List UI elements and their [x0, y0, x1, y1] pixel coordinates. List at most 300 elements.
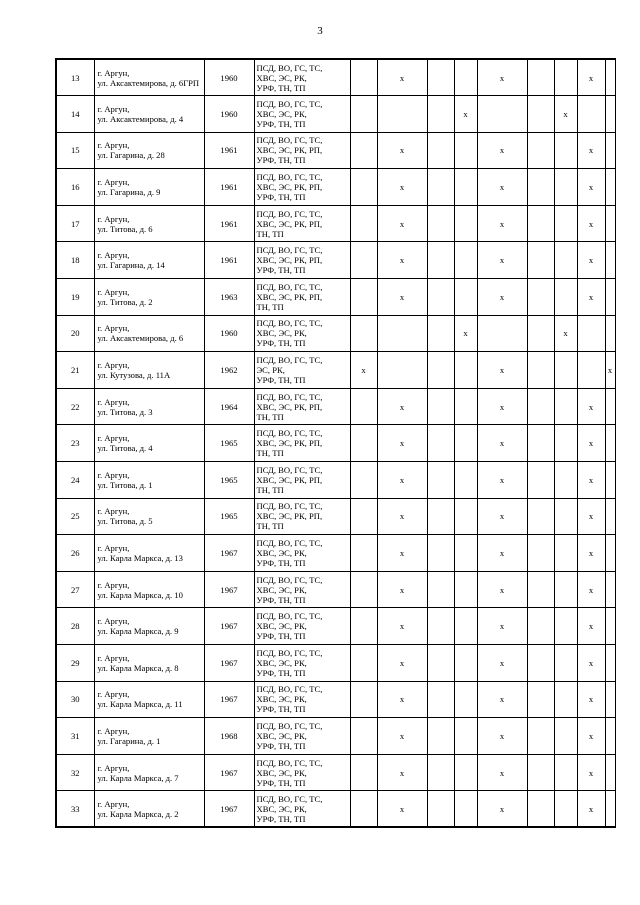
mark-cell: [350, 169, 377, 206]
services-cell: ПСД, ВО, ГС, ТС, ХВС, ЭС, РК, РП, УРФ, ТН, ТП: [254, 169, 350, 206]
mark-cell: x: [350, 352, 377, 389]
mark-cell: [605, 608, 615, 645]
address-street: ул. Карла Маркса, д. 10: [97, 589, 183, 600]
mark-cell: [350, 571, 377, 608]
year-cell: 1961: [204, 205, 254, 242]
mark-cell: x: [477, 608, 527, 645]
address-city: г. Аргун,: [97, 360, 130, 371]
mark-cell: [454, 754, 477, 791]
address-street: ул. Титова, д. 5: [97, 516, 153, 527]
mark-cell: [427, 132, 454, 169]
mark-cell: [350, 645, 377, 682]
mark-cell: x: [577, 681, 605, 718]
services-cell: ПСД, ВО, ГС, ТС, ХВС, ЭС, РК, РП, ТН, ТП: [254, 205, 350, 242]
year-cell: 1967: [204, 608, 254, 645]
mark-cell: [350, 498, 377, 535]
mark-cell: [527, 718, 554, 755]
mark-cell: [350, 425, 377, 462]
mark-cell: [554, 608, 577, 645]
row-number: 13: [56, 59, 94, 96]
mark-cell: [454, 645, 477, 682]
table-row: [56, 754, 615, 791]
mark-cell: [454, 388, 477, 425]
table-row: [56, 315, 615, 352]
address-city: г. Аргун,: [97, 469, 130, 480]
mark-cell: [350, 608, 377, 645]
mark-cell: [554, 169, 577, 206]
mark-cell: [527, 498, 554, 535]
address-city: г. Аргун,: [97, 140, 130, 151]
mark-cell: [605, 315, 615, 352]
table-row: [56, 425, 615, 462]
mark-cell: x: [377, 59, 427, 96]
address-street: ул. Титова, д. 4: [97, 443, 153, 454]
mark-cell: x: [477, 681, 527, 718]
row-number: 21: [56, 352, 94, 389]
mark-cell: x: [577, 791, 605, 828]
address-street: ул. Аксактемирова, д. 6ГРП: [97, 77, 200, 88]
address-city: г. Аргун,: [97, 543, 130, 554]
mark-cell: x: [577, 132, 605, 169]
table-row: [56, 279, 615, 316]
mark-cell: x: [477, 754, 527, 791]
mark-cell: [350, 242, 377, 279]
year-cell: 1964: [204, 388, 254, 425]
mark-cell: [605, 535, 615, 572]
mark-cell: [577, 315, 605, 352]
mark-cell: x: [377, 681, 427, 718]
buildings-table: [55, 58, 616, 828]
row-number: 18: [56, 242, 94, 279]
mark-cell: [554, 279, 577, 316]
mark-cell: [454, 608, 477, 645]
mark-cell: x: [477, 498, 527, 535]
mark-cell: x: [477, 425, 527, 462]
address-cell: [94, 571, 204, 608]
year-cell: 1961: [204, 242, 254, 279]
mark-cell: x: [577, 645, 605, 682]
address-street: ул. Карла Маркса, д. 2: [97, 808, 179, 819]
mark-cell: [554, 59, 577, 96]
mark-cell: [427, 205, 454, 242]
year-cell: 1967: [204, 571, 254, 608]
mark-cell: x: [477, 462, 527, 499]
mark-cell: [554, 242, 577, 279]
mark-cell: x: [377, 754, 427, 791]
address-cell: [94, 205, 204, 242]
address-street: ул. Карла Маркса, д. 9: [97, 626, 179, 637]
mark-cell: [454, 352, 477, 389]
address-cell: [94, 754, 204, 791]
address-city: г. Аргун,: [97, 616, 130, 627]
mark-cell: x: [377, 791, 427, 828]
mark-cell: [527, 132, 554, 169]
mark-cell: [427, 315, 454, 352]
table-row: [56, 791, 615, 828]
mark-cell: [427, 425, 454, 462]
mark-cell: x: [477, 59, 527, 96]
mark-cell: [527, 59, 554, 96]
mark-cell: x: [554, 96, 577, 133]
address-cell: [94, 718, 204, 755]
mark-cell: x: [377, 462, 427, 499]
row-number: 17: [56, 205, 94, 242]
mark-cell: [527, 205, 554, 242]
address-cell: [94, 681, 204, 718]
address-city: г. Аргун,: [97, 725, 130, 736]
address-street: ул. Титова, д. 3: [97, 406, 153, 417]
mark-cell: [350, 535, 377, 572]
address-city: г. Аргун,: [97, 250, 130, 261]
mark-cell: [454, 718, 477, 755]
mark-cell: [377, 352, 427, 389]
services-cell: ПСД, ВО, ГС, ТС, ХВС, ЭС, РК, УРФ, ТН, ТП: [254, 315, 350, 352]
mark-cell: [527, 242, 554, 279]
row-number: 27: [56, 571, 94, 608]
mark-cell: x: [377, 608, 427, 645]
address-city: г. Аргун,: [97, 286, 130, 297]
row-number: 23: [56, 425, 94, 462]
mark-cell: [527, 608, 554, 645]
mark-cell: [554, 352, 577, 389]
mark-cell: x: [377, 169, 427, 206]
row-number: 33: [56, 791, 94, 828]
services-cell: ПСД, ВО, ГС, ТС, ХВС, ЭС, РК, УРФ, ТН, ТП: [254, 59, 350, 96]
mark-cell: [377, 315, 427, 352]
address-cell: [94, 242, 204, 279]
address-street: ул. Карла Маркса, д. 8: [97, 662, 179, 673]
mark-cell: x: [577, 169, 605, 206]
mark-cell: [605, 205, 615, 242]
row-number: 25: [56, 498, 94, 535]
year-cell: 1962: [204, 352, 254, 389]
mark-cell: x: [477, 535, 527, 572]
mark-cell: [427, 279, 454, 316]
year-cell: 1960: [204, 59, 254, 96]
row-number: 14: [56, 96, 94, 133]
row-number: 30: [56, 681, 94, 718]
table-row: [56, 462, 615, 499]
year-cell: 1961: [204, 169, 254, 206]
row-number: 31: [56, 718, 94, 755]
mark-cell: [605, 718, 615, 755]
mark-cell: [427, 169, 454, 206]
year-cell: 1967: [204, 535, 254, 572]
mark-cell: [427, 608, 454, 645]
address-street: ул. Аксактемирова, д. 6: [97, 333, 184, 344]
mark-cell: [427, 352, 454, 389]
row-number: 29: [56, 645, 94, 682]
mark-cell: [527, 315, 554, 352]
mark-cell: [454, 425, 477, 462]
services-cell: ПСД, ВО, ГС, ТС, ХВС, ЭС, РК, РП, ТН, ТП: [254, 425, 350, 462]
year-cell: 1960: [204, 315, 254, 352]
year-cell: 1967: [204, 754, 254, 791]
table-row: [56, 681, 615, 718]
row-number: 32: [56, 754, 94, 791]
mark-cell: [605, 462, 615, 499]
mark-cell: [527, 169, 554, 206]
address-cell: [94, 169, 204, 206]
year-cell: 1965: [204, 425, 254, 462]
mark-cell: [350, 681, 377, 718]
year-cell: 1961: [204, 132, 254, 169]
mark-cell: [527, 352, 554, 389]
mark-cell: x: [377, 205, 427, 242]
mark-cell: [554, 718, 577, 755]
address-cell: [94, 315, 204, 352]
mark-cell: [454, 681, 477, 718]
address-city: г. Аргун,: [97, 213, 130, 224]
services-cell: ПСД, ВО, ГС, ТС, ХВС, ЭС, РК, РП, ТН, ТП: [254, 462, 350, 499]
mark-cell: [427, 59, 454, 96]
mark-cell: [554, 791, 577, 828]
mark-cell: x: [377, 388, 427, 425]
mark-cell: [427, 754, 454, 791]
address-city: г. Аргун,: [97, 323, 130, 334]
mark-cell: [454, 535, 477, 572]
mark-cell: x: [577, 425, 605, 462]
mark-cell: [605, 571, 615, 608]
row-number: 28: [56, 608, 94, 645]
address-city: г. Аргун,: [97, 506, 130, 517]
mark-cell: [527, 462, 554, 499]
row-number: 26: [56, 535, 94, 572]
mark-cell: x: [477, 279, 527, 316]
address-street: ул. Карла Маркса, д. 11: [97, 699, 183, 710]
mark-cell: [427, 681, 454, 718]
services-cell: ПСД, ВО, ГС, ТС, ХВС, ЭС, РК, УРФ, ТН, ТП: [254, 791, 350, 828]
row-number: 15: [56, 132, 94, 169]
table-row: [56, 132, 615, 169]
table-row: [56, 242, 615, 279]
services-cell: ПСД, ВО, ГС, ТС, ХВС, ЭС, РК, УРФ, ТН, ТП: [254, 681, 350, 718]
year-cell: 1967: [204, 791, 254, 828]
mark-cell: x: [477, 205, 527, 242]
mark-cell: [350, 132, 377, 169]
year-cell: 1960: [204, 96, 254, 133]
mark-cell: [605, 279, 615, 316]
mark-cell: x: [377, 425, 427, 462]
mark-cell: x: [454, 315, 477, 352]
mark-cell: [454, 279, 477, 316]
mark-cell: x: [377, 132, 427, 169]
row-number: 16: [56, 169, 94, 206]
address-street: ул. Титова, д. 2: [97, 296, 153, 307]
services-cell: ПСД, ВО, ГС, ТС, ХВС, ЭС, РК, УРФ, ТН, ТП: [254, 754, 350, 791]
services-cell: ПСД, ВО, ГС, ТС, ХВС, ЭС, РК, УРФ, ТН, ТП: [254, 535, 350, 572]
row-number: 19: [56, 279, 94, 316]
table-row: [56, 169, 615, 206]
mark-cell: [554, 425, 577, 462]
mark-cell: [527, 645, 554, 682]
mark-cell: [350, 791, 377, 828]
mark-cell: x: [605, 352, 615, 389]
mark-cell: [454, 571, 477, 608]
mark-cell: [527, 279, 554, 316]
mark-cell: x: [577, 388, 605, 425]
mark-cell: [454, 59, 477, 96]
mark-cell: [350, 279, 377, 316]
services-cell: ПСД, ВО, ГС, ТС, ХВС, ЭС, РК, УРФ, ТН, ТП: [254, 645, 350, 682]
address-cell: [94, 645, 204, 682]
year-cell: 1963: [204, 279, 254, 316]
mark-cell: x: [454, 96, 477, 133]
table-row: [56, 645, 615, 682]
mark-cell: [577, 352, 605, 389]
table-row: [56, 59, 615, 96]
row-number: 20: [56, 315, 94, 352]
mark-cell: x: [577, 279, 605, 316]
mark-cell: x: [377, 242, 427, 279]
address-street: ул. Аксактемирова, д. 4: [97, 113, 184, 124]
table-row: [56, 205, 615, 242]
address-cell: [94, 425, 204, 462]
mark-cell: [527, 754, 554, 791]
mark-cell: [577, 96, 605, 133]
mark-cell: [554, 205, 577, 242]
mark-cell: [527, 681, 554, 718]
mark-cell: [605, 59, 615, 96]
mark-cell: x: [577, 718, 605, 755]
year-cell: 1965: [204, 498, 254, 535]
address-street: ул. Гагарина, д. 28: [97, 150, 165, 161]
mark-cell: x: [577, 59, 605, 96]
table-row: [56, 498, 615, 535]
address-street: ул. Гагарина, д. 1: [97, 735, 161, 746]
address-cell: [94, 608, 204, 645]
mark-cell: [605, 169, 615, 206]
mark-cell: x: [477, 242, 527, 279]
mark-cell: x: [577, 608, 605, 645]
mark-cell: x: [477, 352, 527, 389]
table-row: [56, 608, 615, 645]
mark-cell: [350, 59, 377, 96]
table-row: [56, 535, 615, 572]
mark-cell: [427, 242, 454, 279]
mark-cell: x: [377, 498, 427, 535]
mark-cell: [527, 96, 554, 133]
table-row: [56, 718, 615, 755]
address-city: г. Аргун,: [97, 762, 130, 773]
address-street: ул. Карла Маркса, д. 13: [97, 553, 183, 564]
mark-cell: [454, 169, 477, 206]
mark-cell: x: [577, 535, 605, 572]
address-city: г. Аргун,: [97, 652, 130, 663]
address-street: ул. Титова, д. 6: [97, 223, 153, 234]
table-row: [56, 571, 615, 608]
mark-cell: [377, 96, 427, 133]
services-cell: ПСД, ВО, ГС, ТС, ХВС, ЭС, РК, РП, ТН, ТП: [254, 498, 350, 535]
mark-cell: [350, 462, 377, 499]
mark-cell: [350, 315, 377, 352]
services-cell: ПСД, ВО, ГС, ТС, ЭС, РК, УРФ, ТН, ТП: [254, 352, 350, 389]
mark-cell: [427, 388, 454, 425]
mark-cell: [350, 718, 377, 755]
table-row: [56, 388, 615, 425]
mark-cell: [427, 791, 454, 828]
address-cell: [94, 388, 204, 425]
address-city: г. Аргун,: [97, 103, 130, 114]
address-cell: [94, 535, 204, 572]
services-cell: ПСД, ВО, ГС, ТС, ХВС, ЭС, РК, РП, УРФ, ТН, ТП: [254, 132, 350, 169]
address-street: ул. Гагарина, д. 14: [97, 260, 165, 271]
mark-cell: [454, 205, 477, 242]
mark-cell: [454, 791, 477, 828]
mark-cell: [350, 205, 377, 242]
services-cell: ПСД, ВО, ГС, ТС, ХВС, ЭС, РК, УРФ, ТН, ТП: [254, 571, 350, 608]
mark-cell: [350, 754, 377, 791]
address-street: ул. Титова, д. 1: [97, 479, 153, 490]
year-cell: 1967: [204, 681, 254, 718]
mark-cell: [350, 96, 377, 133]
services-cell: ПСД, ВО, ГС, ТС, ХВС, ЭС, РК, УРФ, ТН, ТП: [254, 718, 350, 755]
services-cell: ПСД, ВО, ГС, ТС, ХВС, ЭС, РК, РП, УРФ, ТН, ТП: [254, 242, 350, 279]
address-cell: [94, 462, 204, 499]
address-street: ул. Кутузова, д. 11А: [97, 370, 171, 381]
address-cell: [94, 132, 204, 169]
mark-cell: [477, 315, 527, 352]
mark-cell: x: [577, 205, 605, 242]
mark-cell: x: [477, 791, 527, 828]
mark-cell: [605, 791, 615, 828]
mark-cell: [454, 498, 477, 535]
services-cell: ПСД, ВО, ГС, ТС, ХВС, ЭС, РК, УРФ, ТН, ТП: [254, 608, 350, 645]
mark-cell: x: [577, 498, 605, 535]
mark-cell: [527, 571, 554, 608]
address-city: г. Аргун,: [97, 579, 130, 590]
row-number: 22: [56, 388, 94, 425]
services-cell: ПСД, ВО, ГС, ТС, ХВС, ЭС, РК, РП, ТН, ТП: [254, 279, 350, 316]
mark-cell: x: [477, 718, 527, 755]
mark-cell: [554, 132, 577, 169]
mark-cell: x: [577, 242, 605, 279]
mark-cell: [605, 242, 615, 279]
address-street: ул. Гагарина, д. 9: [97, 187, 161, 198]
year-cell: 1968: [204, 718, 254, 755]
mark-cell: [527, 425, 554, 462]
mark-cell: [427, 535, 454, 572]
mark-cell: [605, 645, 615, 682]
mark-cell: [605, 425, 615, 462]
address-street: ул. Карла Маркса, д. 7: [97, 772, 179, 783]
mark-cell: [427, 571, 454, 608]
mark-cell: [554, 535, 577, 572]
address-city: г. Аргун,: [97, 689, 130, 700]
mark-cell: x: [477, 132, 527, 169]
mark-cell: [554, 388, 577, 425]
mark-cell: x: [377, 279, 427, 316]
mark-cell: [427, 645, 454, 682]
mark-cell: [554, 462, 577, 499]
address-cell: [94, 498, 204, 535]
mark-cell: x: [577, 462, 605, 499]
mark-cell: [427, 498, 454, 535]
mark-cell: [427, 462, 454, 499]
mark-cell: [527, 791, 554, 828]
mark-cell: x: [477, 169, 527, 206]
table-row: [56, 96, 615, 133]
mark-cell: [454, 132, 477, 169]
address-cell: [94, 352, 204, 389]
mark-cell: x: [377, 645, 427, 682]
mark-cell: [554, 498, 577, 535]
mark-cell: [554, 645, 577, 682]
mark-cell: x: [377, 718, 427, 755]
services-cell: ПСД, ВО, ГС, ТС, ХВС, ЭС, РК, РП, ТН, ТП: [254, 388, 350, 425]
mark-cell: x: [577, 571, 605, 608]
mark-cell: [527, 388, 554, 425]
